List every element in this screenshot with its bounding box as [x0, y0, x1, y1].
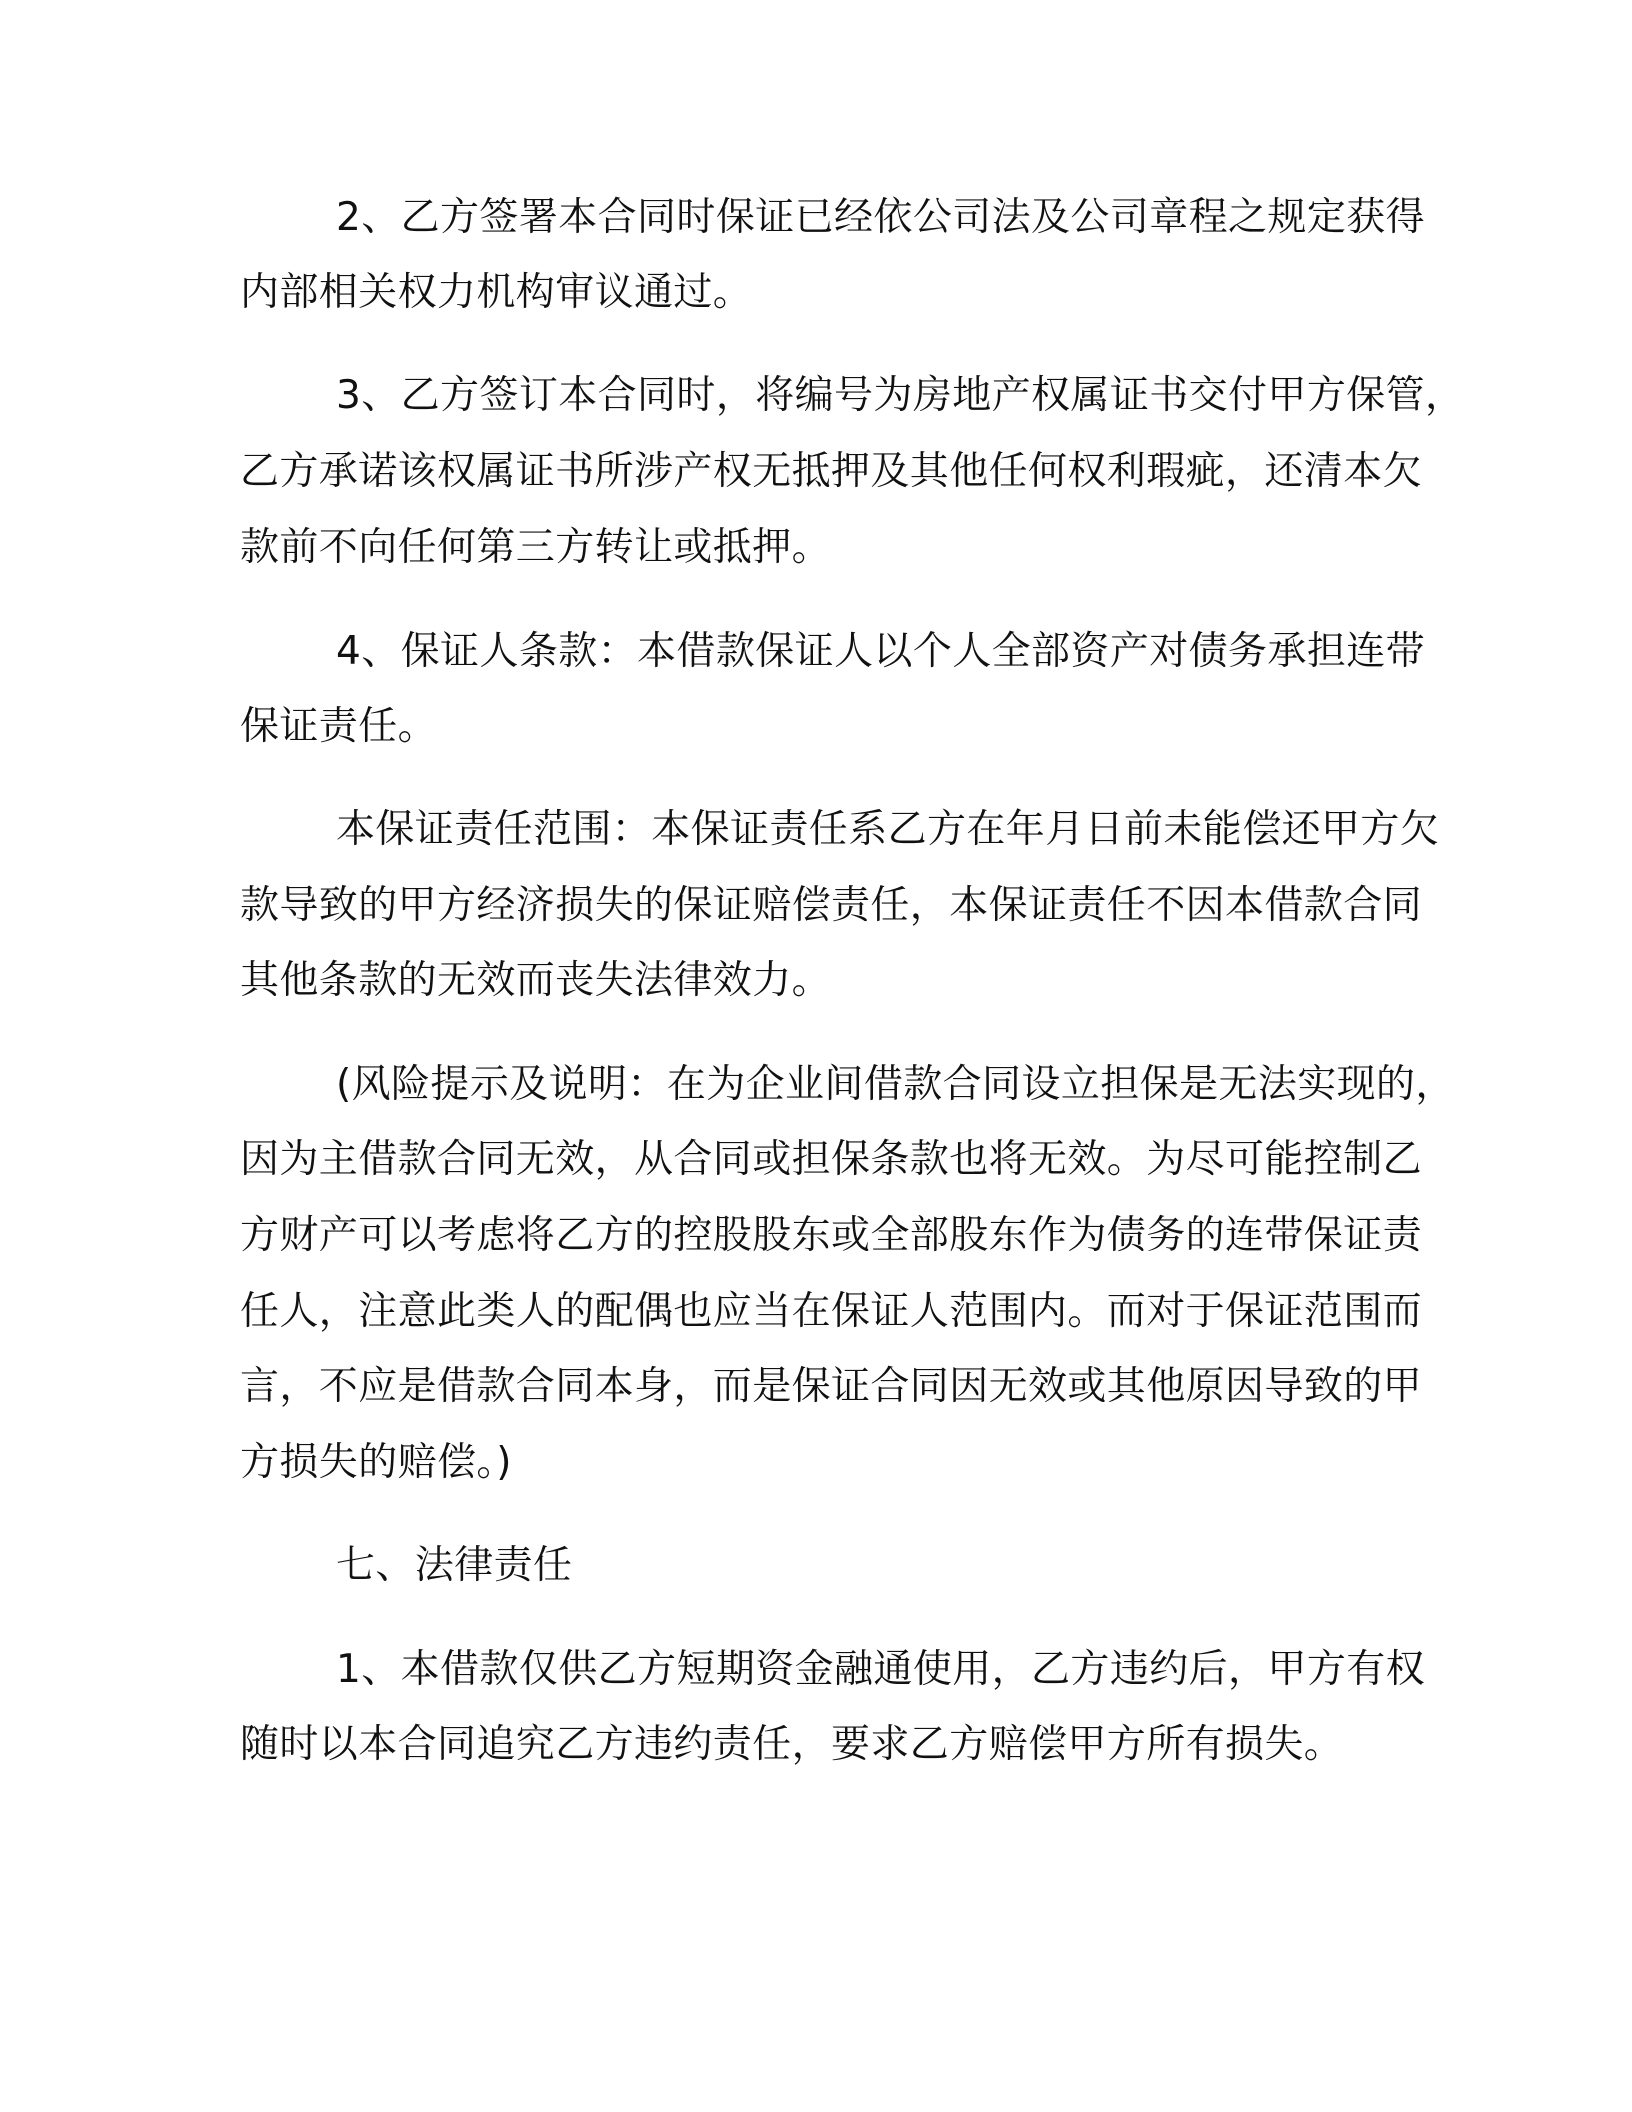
scope-line-1: 本保证责任范围：本保证责任系乙方在年月日前未能偿还甲方欠 — [336, 807, 1440, 852]
risk-note-line-5: 言，不应是借款合同本身，而是保证合同因无效或其他原因导致的甲 — [240, 1364, 1423, 1409]
risk-note-line-6: 方损失的赔偿。) — [240, 1440, 512, 1485]
clause-4-line-2: 保证责任。 — [240, 704, 438, 749]
scope-line-3: 其他条款的无效而丧失法律效力。 — [240, 958, 832, 1003]
clause-3-line-1: 3、乙方签订本合同时，将编号为房地产权属证书交付甲方保管， — [336, 373, 1465, 418]
clause-4-line-1: 4、保证人条款：本借款保证人以个人全部资产对债务承担连带 — [336, 629, 1426, 674]
clause-2-line-2: 内部相关权力机构审议通过。 — [240, 270, 753, 315]
risk-note-line-1: (风险提示及说明：在为企业间借款合同设立担保是无法实现的， — [336, 1062, 1455, 1107]
section-7-clause-1-line-1: 1、本借款仅供乙方短期资金融通使用，乙方违约后，甲方有权 — [336, 1647, 1426, 1692]
clause-3-line-2: 乙方承诺该权属证书所涉产权无抵押及其他任何权利瑕疵，还清本欠 — [240, 449, 1423, 494]
clause-3-line-3: 款前不向任何第三方转让或抵押。 — [240, 525, 832, 570]
section-7-heading: 七、法律责任 — [336, 1543, 573, 1588]
section-7-clause-1-line-2: 随时以本合同追究乙方违约责任，要求乙方赔偿甲方所有损失。 — [240, 1722, 1344, 1767]
risk-note-line-3: 方财产可以考虑将乙方的控股股东或全部股东作为债务的连带保证责 — [240, 1213, 1423, 1258]
scope-line-2: 款导致的甲方经济损失的保证赔偿责任，本保证责任不因本借款合同 — [240, 883, 1423, 928]
risk-note-line-2: 因为主借款合同无效，从合同或担保条款也将无效。为尽可能控制乙 — [240, 1137, 1423, 1182]
risk-note-line-4: 任人，注意此类人的配偶也应当在保证人范围内。而对于保证范围而 — [240, 1289, 1423, 1334]
clause-2-line-1: 2、乙方签署本合同时保证已经依公司法及公司章程之规定获得 — [336, 195, 1426, 240]
